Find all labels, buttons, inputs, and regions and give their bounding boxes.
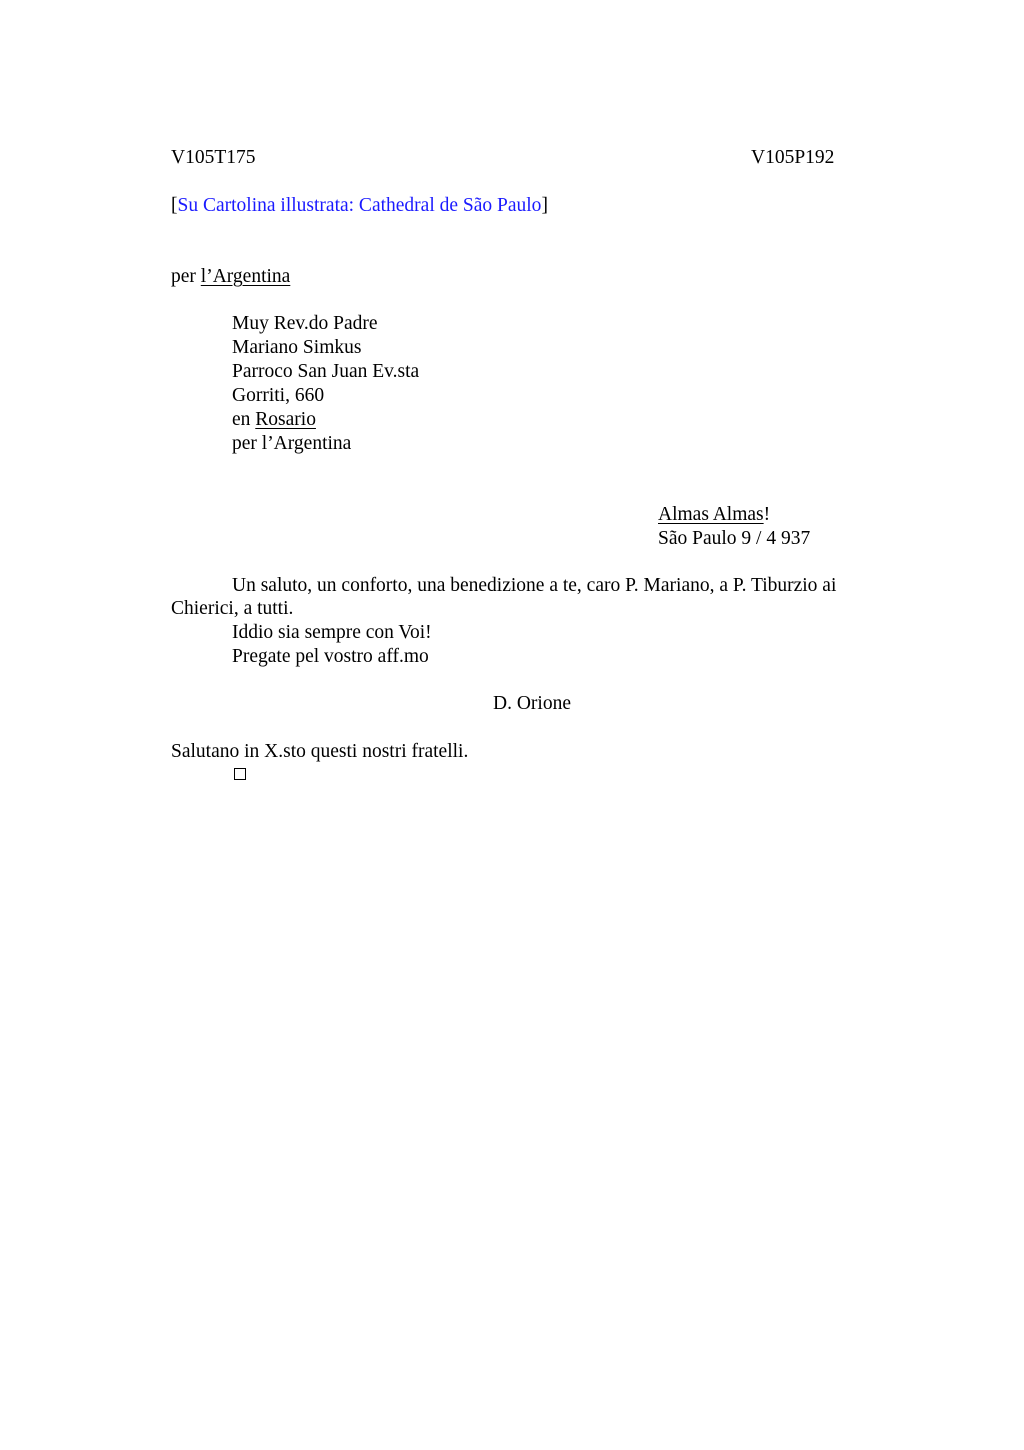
motto: Almas Almas bbox=[658, 504, 764, 525]
address-line: Parroco San Juan Ev.sta bbox=[232, 361, 420, 382]
motto-line bbox=[658, 503, 810, 527]
postscript: Salutano in X.sto questi nostri fratelli. bbox=[171, 741, 469, 762]
square-symbol-icon bbox=[234, 768, 246, 780]
route-country: l’Argentina bbox=[200, 266, 291, 287]
motto-end: ! bbox=[763, 504, 771, 525]
address-city-line bbox=[232, 408, 419, 432]
note-text: Su Cartolina illustrata: Cathedral de São Paulo bbox=[177, 195, 542, 216]
address-line: Mariano Simkus bbox=[232, 337, 362, 358]
body-line: Chierici, a tutti. bbox=[171, 598, 294, 619]
address-city-prefix: en bbox=[232, 409, 256, 430]
address-line: per l’Argentina bbox=[232, 433, 352, 454]
dateline-block bbox=[658, 503, 810, 551]
body-line: Iddio sia sempre con Voi! bbox=[232, 622, 432, 643]
signature: D. Orione bbox=[493, 693, 571, 714]
left-code: V105T175 bbox=[171, 147, 256, 168]
body-line: Un saluto, un conforto, una benedizione a te, caro P. Mariano, a P. Tiburzio ai bbox=[232, 575, 837, 596]
address-line: Gorriti, 660 bbox=[232, 385, 325, 406]
place-date: São Paulo 9 / 4 937 bbox=[658, 528, 811, 549]
editorial-note bbox=[171, 194, 548, 218]
note-close-bracket: ] bbox=[541, 195, 548, 216]
route-prefix: per bbox=[171, 266, 201, 287]
address-line: Muy Rev.do Padre bbox=[232, 313, 378, 334]
address-city: Rosario bbox=[255, 409, 316, 430]
route-line bbox=[171, 265, 290, 289]
right-code: V105P192 bbox=[751, 147, 835, 168]
note-open-bracket: [ bbox=[171, 195, 178, 216]
body-line: Pregate pel vostro aff.mo bbox=[232, 646, 429, 667]
address-block bbox=[232, 312, 419, 456]
